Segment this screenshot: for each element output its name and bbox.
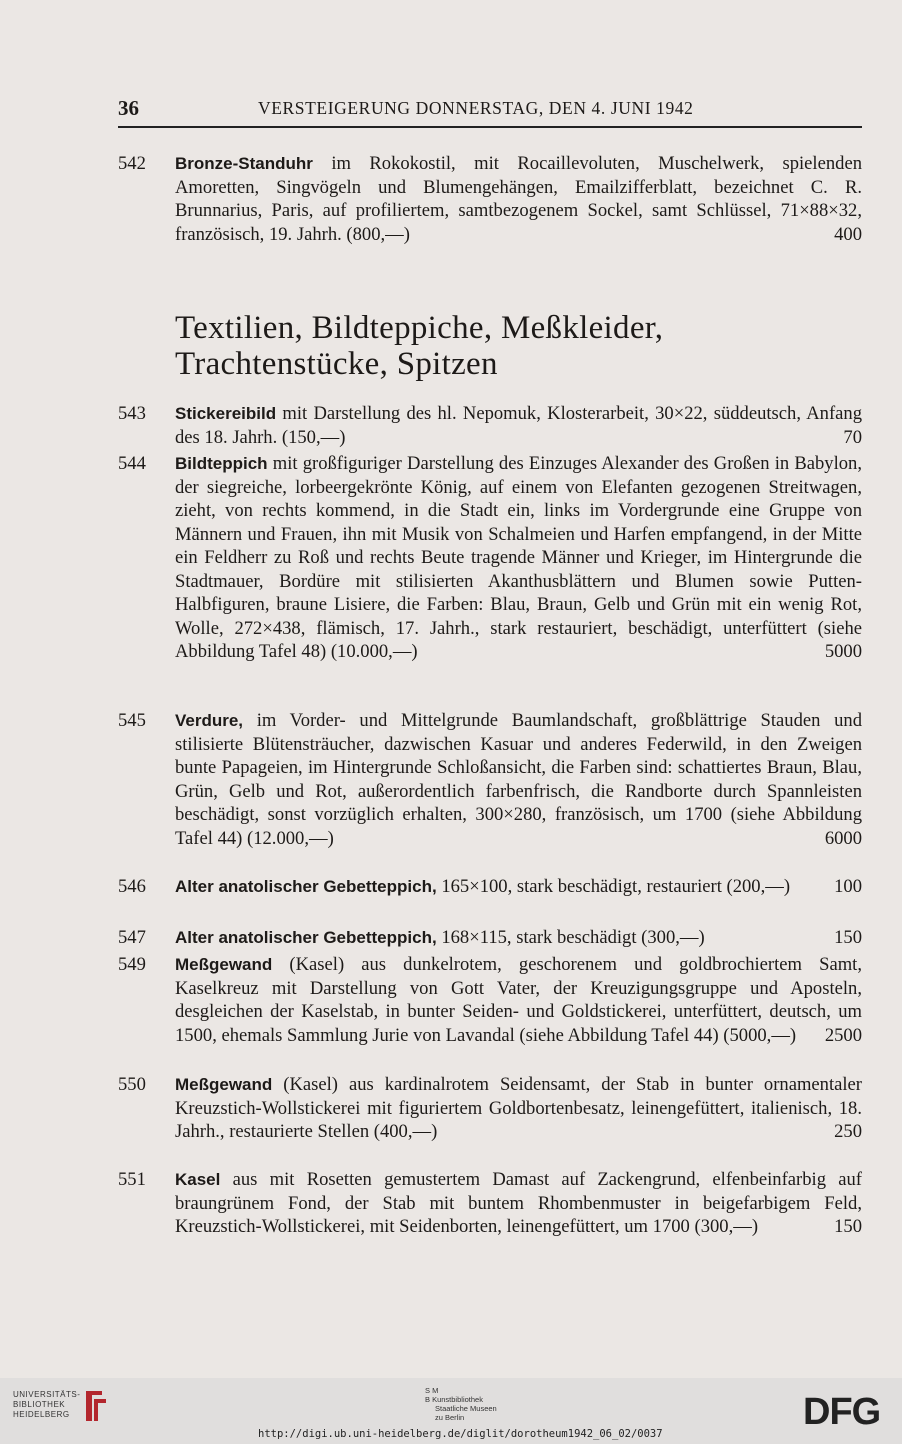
lot-price: 150: [834, 927, 862, 948]
lot-price: 2500: [824, 1024, 862, 1046]
catalog-entry-543: [118, 402, 862, 449]
dfg-logo: DFG: [803, 1391, 881, 1433]
page-number: 36: [118, 96, 139, 120]
lot-title: Bildteppich: [175, 454, 268, 473]
page-header: [118, 96, 862, 128]
lot-number: 544: [118, 453, 146, 474]
lot-number: 546: [118, 876, 146, 897]
catalog-entry-546: [118, 875, 862, 899]
lot-description: im Vorder- und Mittelgrunde Baumlandschaft, großblättrige Stauden und stilisierte Blütensträucher, dazwischen Kasuar und anderes Federwild, in den Zweigen bunte Papageien, im Hintergrunde Schloßansicht, die Farben sind: schattiertes Braun, Blau, Grün, Gelb und Rot, außerordentlich farbenfrisch, die Randborte durch Spannleisten beschädigt, sonst vorzüglich erhalten, 300×280, französisch, um 1700 (siehe Abbildung Tafel 44) (12.000,—): [175, 710, 862, 849]
lot-price: 250: [834, 1121, 862, 1142]
lot-price: 6000: [824, 827, 862, 849]
lot-description: im Rokokostil, mit Rocaillevoluten, Muschelwerk, spielenden Amoretten, Singvögeln und Blumengehängen, Emailzifferblatt, bezeichnet C. R. Brunnarius, Paris, auf profiliertem, samtbezogenem Sockel, samt Schlüssel, 71×88×32, französisch, 19. Jahrh. (800,—): [175, 153, 862, 245]
catalog-entry-551: [118, 1168, 862, 1239]
lot-number: 545: [118, 710, 146, 731]
lot-price: 100: [834, 876, 862, 897]
lot-number: 551: [118, 1169, 146, 1190]
section-heading: Textilien, Bildteppiche, Meßkleider, Trachtenstücke, Spitzen: [175, 310, 664, 382]
lot-description: mit Darstellung des hl. Nepomuk, Klosterarbeit, 30×22, süddeutsch, Anfang des 18. Jahrh. (150,—): [175, 403, 862, 448]
catalog-entry-542: [118, 152, 862, 246]
lot-number: 547: [118, 927, 146, 948]
lot-title: Bronze-Standuhr: [175, 154, 313, 173]
catalog-entry-550: [118, 1073, 862, 1144]
lot-number: 549: [118, 954, 146, 975]
lot-price: 150: [834, 1216, 862, 1237]
lot-title: Meßgewand: [175, 1075, 273, 1094]
lot-description: (Kasel) aus kardinalrotem Seidensamt, der Stab in bunter ornamentaler Kreuzstich-Wollstickerei mit figuriertem Goldbortenbesatz, leinengefüttert, italienisch, 18. Jahrh., restaurierte Stellen (400,—): [175, 1074, 862, 1142]
lot-title: Verdure,: [175, 711, 244, 730]
lot-number: 542: [118, 153, 146, 174]
running-title: VERSTEIGERUNG DONNERSTAG, DEN 4. JUNI 1942: [258, 98, 694, 118]
lot-title: Stickereibild: [175, 404, 277, 423]
catalog-entry-547: [118, 926, 862, 950]
lot-number: 543: [118, 403, 146, 424]
lot-description: aus mit Rosetten gemustertem Damast auf Zackengrund, elfenbeinfarbig auf braungrünem Fond, der Stab mit buntem Rhombenmuster in beigefarbigem Feld, Kreuzstich-Wollstickerei, mit Seidenborten, leinengefüttert, um 1700 (300,—): [175, 1169, 862, 1237]
catalog-entry-549: [118, 953, 862, 1047]
digitization-url-link[interactable]: http://digi.ub.uni-heidelberg.de/diglit/dorotheum1942_06_02/0037: [258, 1428, 663, 1440]
catalog-entry-544: [118, 452, 862, 664]
lot-price: 70: [843, 426, 862, 448]
lot-description: 168×115, stark beschädigt (300,—): [436, 927, 705, 948]
lot-description: 165×100, stark beschädigt, restauriert (200,—): [436, 876, 791, 897]
university-library-logo-icon: [80, 1387, 110, 1425]
lot-description: mit großfiguriger Darstellung des Einzuges Alexander des Großen in Babylon, der siegreiche, lorbeergekrönte König, auf einem von Elefanten gezogenen Streitwagen, zieht, von rechts kommend, in die Stadt ein, links im Vordergrunde eine Gruppe von Männern und Frauen, ihn mit Musik von Schalmeien und Harfen empfangend, in der Mitte ein Feldherr zu Roß und rechts Beute tragende Männer und Krieger, im Hintergrunde die Stadtmauer, Bordüre mit stilisierten Akanthusblättern und Blumen sowie Putten-Halbfiguren, braune Lisiere, die Farben: Blau, Braun, Gelb und Grün mit ein wenig Rot, Wolle, 272×438, flämisch, 17. Jahrh., stark restauriert, beschädigt, unterfüttert (siehe Abbildung Tafel 48) (10.000,—): [175, 453, 862, 662]
lot-number: 550: [118, 1074, 146, 1095]
lot-price: 400: [834, 223, 862, 245]
lot-price: 5000: [824, 641, 862, 662]
lot-title: Kasel: [175, 1170, 221, 1189]
lot-title: Alter anatolischer Gebetteppich,: [175, 928, 437, 947]
lot-title: Alter anatolischer Gebetteppich,: [175, 877, 437, 896]
catalog-entry-545: [118, 709, 862, 850]
staatliche-museen-logo: S M B Kunstbibliothek Staatliche Museen zu Berlin: [425, 1386, 497, 1422]
lot-description: (Kasel) aus dunkelrotem, geschorenem und goldbrochiertem Samt, Kaselkreuz mit Darstellung von Gott Vater, der Kreuzigungsgruppe und Aposteln, desgleichen der Kaselstab, in bunter Seiden- und Goldstickerei, unterfüttert, deutsch, um 1500, ehemals Sammlung Jurie von Lavandal (siehe Abbildung Tafel 44) (5000,—): [175, 954, 862, 1046]
university-library-name: UNIVERSITÄTS- BIBLIOTHEK HEIDELBERG: [13, 1390, 81, 1419]
lot-title: Meßgewand: [175, 955, 273, 974]
